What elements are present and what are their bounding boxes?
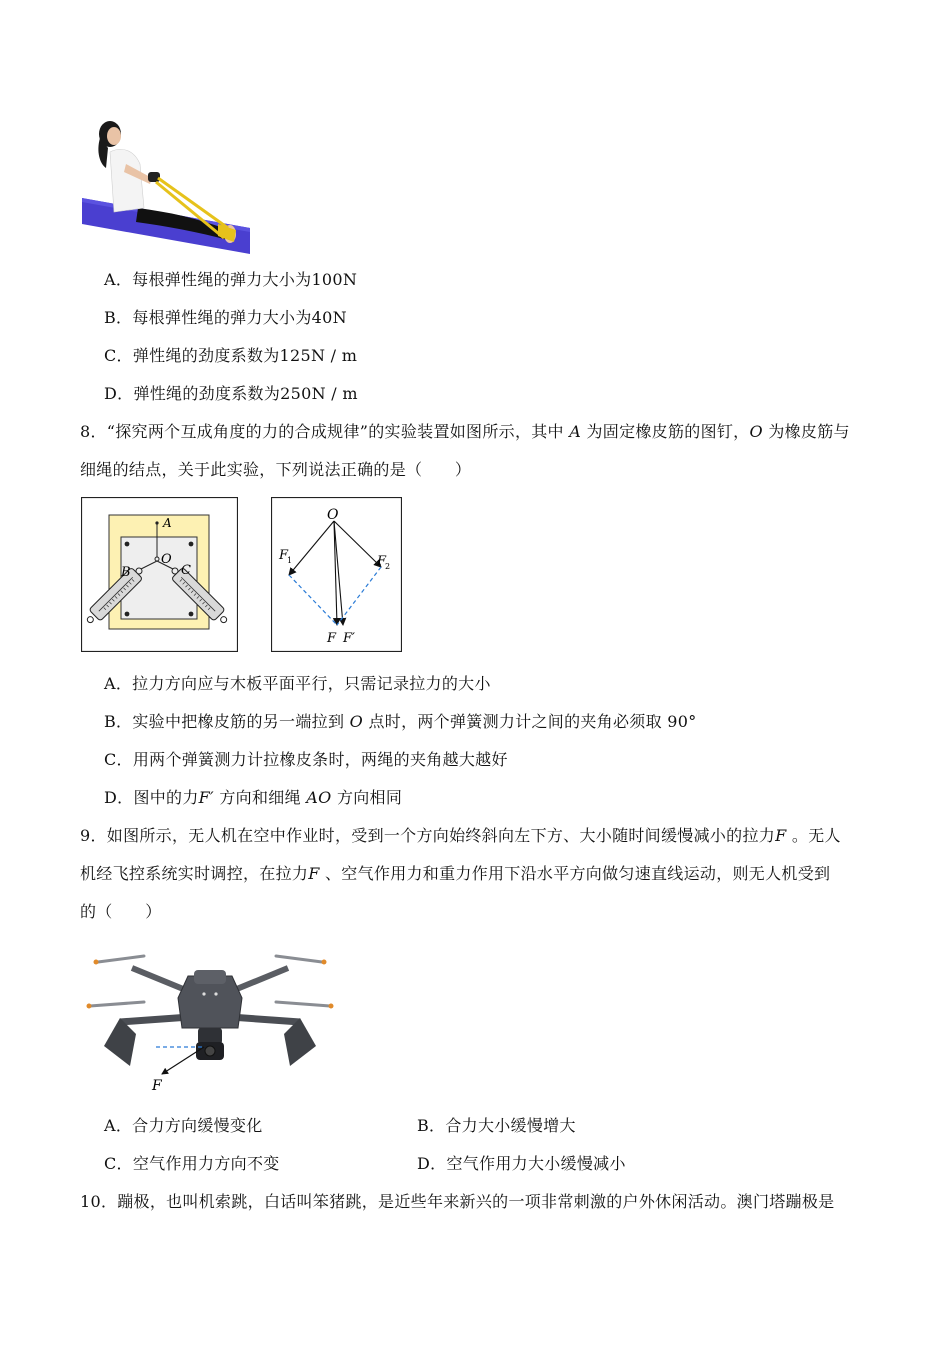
fig2-label-f1-sub: 1 (287, 556, 293, 565)
q8-stem-line2: 细绳的结点，关于此实验，下列说法正确的是（ ） (80, 460, 472, 479)
q10-stem-line1: 10．蹦极，也叫机索跳，白话叫笨猪跳，是近些年来新兴的一项非常刺激的户外休闲活动。澳门塔蹦极是 (80, 1192, 835, 1211)
drone-figure (84, 950, 336, 1098)
q9-option-b: B．合力大小缓慢增大 (417, 1116, 576, 1135)
q9-stem-line1: 9．如图所示，无人机在空中作业时，受到一个方向始终斜向左下方、大小随时间缓慢减小的拉力F 。无人 (80, 826, 841, 845)
fig2-label-f: F (327, 631, 337, 646)
fig2-label-f2-sub: 2 (385, 562, 391, 571)
fig2-label-o: O (327, 507, 339, 523)
fig2-label-f2: F (377, 554, 387, 569)
fitness-woman-figure (78, 112, 254, 256)
q8-stem-line1: 8．“探究两个互成角度的力的合成规律”的实验装置如图所示，其中 A 为固定橡皮筋的图钉，O 为橡皮筋与 (80, 422, 850, 441)
q9-option-d: D．空气作用力大小缓慢减小 (417, 1154, 626, 1173)
q8-experiment-board-figure (81, 497, 238, 652)
q9-stem-line2: 机经飞控系统实时调控，在拉力F 、空气作用力和重力作用下沿水平方向做匀速直线运动，则无人机受到 (80, 864, 831, 883)
q7-option-a: A．每根弹性绳的弹力大小为100N (104, 270, 358, 289)
q9-stem-line3: 的（ ） (80, 902, 162, 921)
q9-option-c: C．空气作用力方向不变 (104, 1154, 280, 1173)
q8-option-b: B．实验中把橡皮筋的另一端拉到 O 点时，两个弹簧测力计之间的夹角必须取 90° (104, 712, 697, 731)
fig1-label-o: O (161, 552, 172, 567)
fig2-label-fprime: F′ (343, 631, 355, 646)
drone-force-label: F (152, 1078, 162, 1094)
q7-option-b: B．每根弹性绳的弹力大小为40N (104, 308, 347, 327)
q8-option-a: A．拉力方向应与木板平面平行，只需记录拉力的大小 (104, 674, 491, 693)
q8-option-d: D．图中的力F′ 方向和细绳 AO 方向相同 (104, 788, 403, 807)
q7-option-c: C．弹性绳的劲度系数为125N / m (104, 346, 358, 365)
fig1-label-c: C (181, 563, 191, 578)
fig2-label-f1: F (279, 548, 289, 563)
q8-option-c: C．用两个弹簧测力计拉橡皮条时，两绳的夹角越大越好 (104, 750, 508, 769)
q8-force-diagram-figure (271, 497, 402, 652)
fig1-label-a: A (163, 516, 172, 530)
fig1-label-b: B (121, 565, 131, 580)
q9-option-a: A．合力方向缓慢变化 (104, 1116, 263, 1135)
q7-option-d: D．弹性绳的劲度系数为250N / m (104, 384, 358, 403)
